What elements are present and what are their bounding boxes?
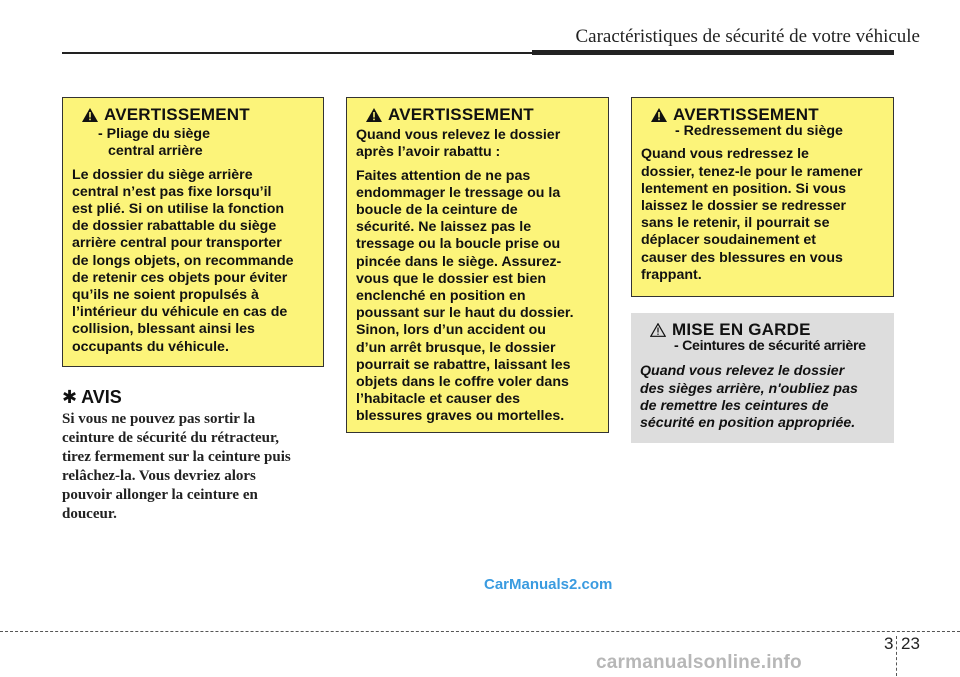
caution-subtitle: - Ceintures de sécurité arrière <box>674 338 866 355</box>
caution-box-rear-belts <box>631 313 894 443</box>
notice-title: AVIS <box>81 387 122 407</box>
intro-line: Quand vous relevez le dossier <box>356 127 561 144</box>
warning-subtitle <box>98 126 314 160</box>
warning-subtitle: - Redressement du siège <box>675 123 843 140</box>
notice-line: douceur. <box>62 506 117 522</box>
caution-triangle-icon <box>650 323 666 337</box>
intro-line: après l’avoir rabattu : <box>356 144 501 161</box>
body-line: Faites attention de ne pas <box>356 167 531 184</box>
subtitle-line: central arrière <box>108 143 203 160</box>
warning-body <box>356 168 599 426</box>
notice-line: tirez fermement sur la ceinture puis <box>62 449 291 465</box>
caution-body <box>640 363 885 432</box>
warning-box-folding-head <box>82 106 314 123</box>
warning-box-raising-head <box>366 106 599 123</box>
notice-line: relâchez-la. Vous devriez alors <box>62 468 256 484</box>
footer-dashed-rule <box>0 631 960 632</box>
warning-title: AVERTISSEMENT <box>673 105 819 124</box>
body-line: des sièges arrière, n'oubliez pas <box>640 380 858 397</box>
warning-triangle-icon <box>651 108 667 122</box>
body-line: occupants du véhicule. <box>72 338 229 355</box>
notice-line: ceinture de sécurité du rétracteur, <box>62 430 280 446</box>
body-line: sécurité. Ne laissez pas le <box>356 219 532 236</box>
body-line: arrière central pour transporter <box>72 235 282 252</box>
body-line: frappant. <box>641 266 702 283</box>
body-line: l’intérieur du véhicule en cas de <box>72 304 288 321</box>
subtitle-line: - Pliage du siège <box>98 126 210 143</box>
body-line: Sinon, lors d’un accident ou <box>356 322 546 339</box>
site-watermark: carmanualsonline.info <box>596 652 802 673</box>
page-number: 23 <box>901 634 920 653</box>
body-line: laissez le dossier se redresser <box>641 198 847 215</box>
body-line: causer des blessures en vous <box>641 249 843 266</box>
page-header-title: Caractéristiques de sécurité de votre véhicule <box>575 26 920 47</box>
body-line: blessures graves ou mortelles. <box>356 408 565 425</box>
body-line: sans le retenir, il pourrait se <box>641 215 830 232</box>
warning-triangle-icon <box>366 108 382 122</box>
page-separator <box>896 636 897 676</box>
body-line: endommager le tressage ou la <box>356 184 561 201</box>
body-line: boucle de la ceinture de <box>356 202 518 219</box>
body-line: Quand vous redressez le <box>641 146 809 163</box>
body-line: l’habitacle et causer des <box>356 391 521 408</box>
notice-body <box>62 410 324 524</box>
body-line: est plié. Si on utilise la fonction <box>72 201 285 218</box>
body-line: de retenir ces objets pour éviter <box>72 269 288 286</box>
body-line: de remettre les ceintures de <box>640 397 829 414</box>
caution-box-head <box>650 321 885 338</box>
warning-intro <box>356 127 599 161</box>
header-rule-thin <box>62 52 532 54</box>
watermark-link[interactable]: CarManuals2.com <box>484 576 613 593</box>
body-line: sécurité en position appropriée. <box>640 415 856 432</box>
warning-box-raising <box>346 97 609 433</box>
body-line: qu’ils ne soient propulsés à <box>72 287 259 304</box>
body-line: pourrait se rabattre, laissant les <box>356 356 571 373</box>
warning-title: AVERTISSEMENT <box>104 105 250 124</box>
body-line: collision, blessant ainsi les <box>72 321 255 338</box>
body-line: objets dans le coffre voler dans <box>356 374 569 391</box>
body-line: pincée dans le siège. Assurez- <box>356 253 562 270</box>
warning-title: AVERTISSEMENT <box>388 105 534 124</box>
notice-heading <box>62 387 122 408</box>
body-line: dossier, tenez-le pour le ramener <box>641 163 863 180</box>
notice-star-icon: ✱ <box>62 387 78 407</box>
notice-line: Si vous ne pouvez pas sortir la <box>62 411 256 427</box>
body-line: de dossier rabattable du siège <box>72 218 277 235</box>
warning-box-straightening-head <box>651 106 884 123</box>
warning-triangle-icon <box>82 108 98 122</box>
notice-line: pouvoir allonger la ceinture en <box>62 487 258 503</box>
body-line: Quand vous relevez le dossier <box>640 363 845 380</box>
body-line: central n’est pas fixe lorsqu’il <box>72 183 272 200</box>
body-line: poussant sur le haut du dossier. <box>356 305 574 322</box>
body-line: tressage ou la boucle prise ou <box>356 236 561 253</box>
warning-body <box>641 146 884 284</box>
body-line: lentement en position. Si vous <box>641 180 846 197</box>
warning-box-folding <box>62 97 324 367</box>
header-rule-thick <box>532 50 894 55</box>
body-line: Le dossier du siège arrière <box>72 166 253 183</box>
chapter-number: 3 <box>884 634 894 653</box>
warning-body <box>72 167 314 356</box>
body-line: de longs objets, on recommande <box>72 252 294 269</box>
body-line: d’un arrêt brusque, le dossier <box>356 339 556 356</box>
body-line: vous que le dossier est bien <box>356 270 547 287</box>
warning-box-straightening <box>631 97 894 297</box>
body-line: déplacer soudainement et <box>641 232 817 249</box>
caution-title: MISE EN GARDE <box>672 320 811 339</box>
body-line: enclenché en position en <box>356 288 526 305</box>
